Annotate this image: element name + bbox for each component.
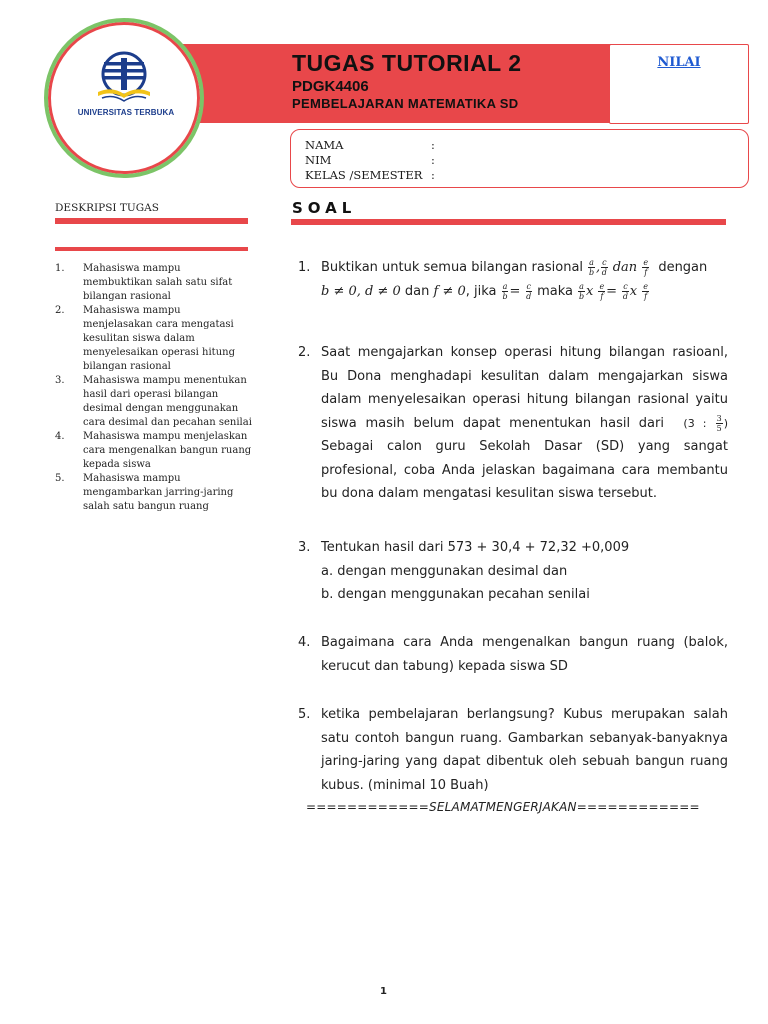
question-text: dan (612, 260, 638, 275)
questions-title: SOAL (292, 199, 357, 217)
class-separator: : (431, 168, 435, 182)
score-box (609, 44, 749, 124)
score-label[interactable]: NILAI (657, 55, 701, 70)
fraction-denominator: 5 (716, 424, 722, 433)
question-number: 4. (298, 635, 311, 650)
identity-row-name (305, 138, 748, 153)
course-code: PDGK4406 (292, 78, 369, 95)
question-number: 2. (298, 345, 311, 360)
list-item (55, 374, 255, 430)
question-option-a: a. dengan menggunakan desimal dan (321, 563, 568, 579)
questions-divider (291, 219, 726, 225)
identity-row-nim (305, 153, 748, 168)
title-block (292, 50, 522, 111)
fraction-a-b: $\frac{a}{b}$ (589, 258, 595, 277)
list-item-text: Mahasiswa mampu menentukan hasil dari operasi bilangan desimal dengan menggunakan cara desimal dan pecahan senilai (83, 375, 252, 428)
question-text: Bagaimana cara Anda mengenalkan bangun ruang (balok, kerucut dan tabung) kepada siswa SD (321, 635, 728, 674)
question-5 (298, 703, 728, 797)
fraction-c-d: $\frac{c}{d}$ (526, 281, 532, 301)
list-item-text: Mahasiswa mampu membuktikan salah satu sifat bilangan rasional (83, 263, 233, 302)
fraction-numerator: 3 (716, 414, 722, 423)
student-identity-box (290, 129, 749, 188)
question-number: 5. (298, 707, 311, 722)
assignment-title: TUGAS TUTORIAL 2 (292, 50, 522, 76)
fraction-e-f: $\frac{e}{f}$ (643, 258, 649, 277)
list-item (55, 262, 255, 304)
fraction-c-d: $\frac{c}{d}$ (601, 258, 607, 277)
fraction-a-b: $\frac{a}{b}$ (502, 281, 508, 301)
list-item-number: 3. (55, 375, 65, 386)
question-text: , jika (465, 283, 497, 299)
list-item (55, 304, 255, 374)
name-label: NAMA (305, 138, 344, 152)
question-text: Sebagai calon guru Sekolah Dasar (SD) yang sangat profesional, coba Anda jelaskan bagaimana cara membantu bu dona dalam mengatasi kesulitan siswa tersebut. (321, 439, 728, 501)
name-separator: : (431, 138, 435, 152)
question-text: ketika pembelajaran berlangsung? Kubus merupakan salah satu contoh bangun ruang. Gambarkan sebanyak-banyaknya jaring-jaring yang dapat dibentuk oleh sebuah bangun ruang kubus. (minimal 10 Buah) (321, 707, 728, 793)
university-emblem-icon (92, 48, 156, 106)
question-body (321, 341, 728, 506)
division-expression (683, 414, 728, 433)
question-text: Buktikan untuk semua bilangan rasional (321, 260, 584, 275)
class-label: KELAS /SEMESTER (305, 168, 423, 182)
question-option-b: b. dengan menggunakan pecahan senilai (321, 587, 590, 602)
question-body (321, 536, 728, 607)
question-2 (298, 341, 728, 506)
list-item-number: 2. (55, 305, 65, 316)
course-name: PEMBELAJARAN MATEMATIKA SD (292, 96, 519, 111)
description-divider (55, 218, 248, 224)
question-text: maka (537, 283, 574, 299)
list-item-number: 5. (55, 473, 65, 484)
closing-text: ============SELAMATMENGERJAKAN============ (306, 800, 700, 814)
question-text: Saat mengajarkan konsep operasi hitung bilangan rasioanl, Bu Dona menghadapi kesulitan dalam mengajarkan siswa dalam menyelesaikan operasi hitung bilangan rasional yaitu siswa masih belum dapat menentukan hasil dari (321, 345, 728, 431)
fraction-e-f: $\frac{e}{f}$ (643, 281, 648, 301)
identity-row-class (305, 168, 748, 183)
expression-open: (3 : (683, 416, 707, 430)
description-title: DESKRIPSI TUGAS (55, 202, 159, 214)
list-item-text: Mahasiswa mampu mengambarkan jarring-jaring salah satu bangun ruang (83, 473, 234, 512)
nim-label: NIM (305, 153, 332, 167)
question-number: 1. (298, 260, 311, 275)
question-text: dengan (658, 260, 708, 275)
list-item-number: 4. (55, 431, 65, 442)
fraction-e-f: $\frac{e}{f}$ (599, 281, 605, 301)
math-condition: b ≠ 0, d ≠ 0 (321, 283, 401, 299)
question-text: Tentukan hasil dari 573 + 30,4 + 72,32 +0,009 (321, 540, 630, 555)
question-4 (298, 631, 728, 678)
nim-separator: : (431, 153, 435, 167)
list-item (55, 430, 255, 472)
question-number: 3. (298, 540, 311, 555)
question-text: dan (404, 283, 430, 299)
list-item-text: Mahasiswa mampu menjelasakan cara mengatasi kesulitan siswa dalam menyelesaikan operasi hitung bilangan rasional (83, 305, 235, 372)
page-number: 1 (380, 986, 387, 997)
question-body: Buktikan untuk semua bilangan rasional $\frac{a}{b}$ , $\frac{c}{d}$ dan $\frac{e}{f}$ dengan b ≠ 0, d ≠ 0 dan f ≠ 0, jika $\frac{a}{b}$ = $\frac{c}{d}$ maka $\frac{a}{b}$ x $\frac{e}{f}$ = $\frac{c}{d}$ x $\frac{e}{f}$ (321, 258, 708, 301)
description-divider-2 (55, 247, 248, 251)
description-list (55, 262, 255, 514)
list-item-text: Mahasiswa mampu menjelaskan cara mengenalkan bangun ruang kepada siswa (83, 431, 252, 470)
question-1 (298, 256, 728, 303)
fraction-c-d: $\frac{c}{d}$ (622, 281, 629, 301)
list-item-number: 1. (55, 263, 65, 274)
list-item (55, 472, 255, 514)
math-condition: f ≠ 0 (433, 283, 466, 299)
fraction-three-fifths (716, 414, 723, 433)
logo-text: UNIVERSITAS TERBUKA (77, 108, 175, 117)
fraction-a-b: $\frac{a}{b}$ (579, 281, 585, 301)
question-3 (298, 536, 728, 607)
expression-close: ) (723, 416, 728, 430)
